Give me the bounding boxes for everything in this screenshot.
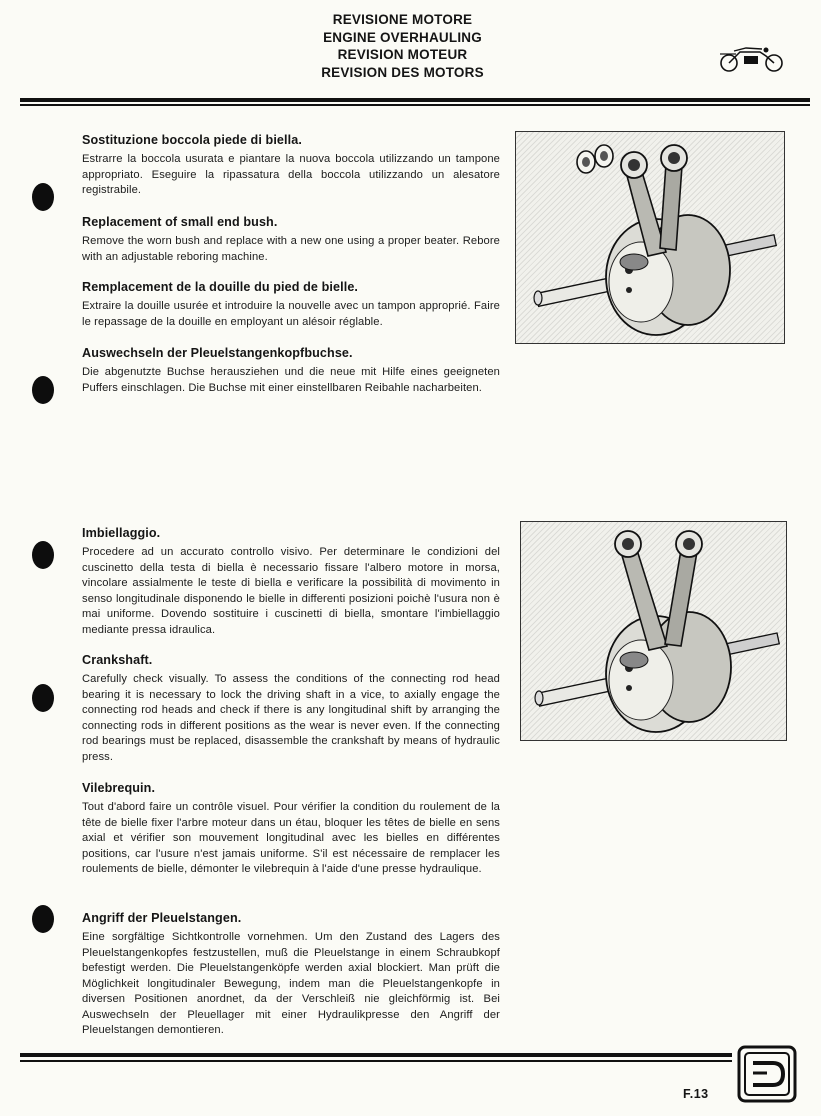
binder-hole xyxy=(32,376,54,404)
title-german: REVISION DES MOTORS xyxy=(321,64,484,80)
section-small-end-bush-en xyxy=(82,214,500,265)
binder-hole xyxy=(32,541,54,569)
section-body: Estrarre la boccola usurata e piantare la nuova boccola utilizzando un tampone appropriato. Eseguire la ripassatura della boccola utilizzando un alesatore registrabile. xyxy=(82,153,500,196)
section-crankshaft-de xyxy=(82,910,500,1039)
binder-hole xyxy=(32,905,54,933)
section-heading: Sostituzione boccola piede di biella. xyxy=(82,133,302,147)
section-heading: Crankshaft. xyxy=(82,653,153,667)
section-heading: Auswechseln der Pleuelstangenkopfbuchse. xyxy=(82,346,353,360)
motorcycle-icon xyxy=(716,44,788,74)
crankshaft-with-bushes-illustration xyxy=(515,131,785,344)
section-heading: Angriff der Pleuelstangen. xyxy=(82,911,242,925)
brand-logo-icon xyxy=(737,1045,797,1103)
footer-rule-thick xyxy=(20,1053,732,1057)
section-body: Carefully check visually. To assess the conditions of the connecting rod head bearing it is necessary to lock the driving shaft in a vice, to axially engage the connecting rod heads and check if there is any longitudinal shift by arranging the connecting rods in different positions as the wear is never even. If the connecting rod bearings must be replaced, disassemble the crankshaft by means of hydraulic press. xyxy=(82,673,500,763)
section-heading: Remplacement de la douille du pied de bielle. xyxy=(82,280,359,294)
section-body: Remove the worn bush and replace with a new one using a proper beater. Rebore with an adjustable reboring machine. xyxy=(82,235,500,263)
section-small-end-bush-fr xyxy=(82,279,500,330)
crankshaft-assembly-illustration xyxy=(520,521,787,741)
section-crankshaft-fr xyxy=(82,780,500,878)
header-rule-thin xyxy=(20,104,810,106)
title-italian: REVISIONE MOTORE xyxy=(332,12,473,27)
binder-hole xyxy=(32,183,54,211)
binder-hole xyxy=(32,684,54,712)
footer-rule-thin xyxy=(20,1060,732,1062)
section-heading: Vilebrequin. xyxy=(82,781,156,795)
section-body: Tout d'abord faire un contrôle visuel. Pour vérifier la condition du roulement de la tête de bielle fixer l'arbre moteur dans un étau, bloquer les têtes de bielle en sens axial et vérifier son mouvement longitudinal avec les bielles en différentes positions, car l'usure n'est jamais uniforme. S'il est nécessaire de remplacer les roulements de bielle, démonter le vilebrequin à l'aide d'une presse hydraulique. xyxy=(82,801,500,875)
section-body: Eine sorgfältige Sichtkontrolle vornehmen. Um den Zustand des Lagers des Pleuelstangenkopfes festzustellen, muß die Pleuelstange in einem Schraubkopf befestigt werden. Die Pleuelstangenköpfe werden axial blockiert. Man prüft die Möglichkeit longitudinaler Bewegung, indem man die Pleuelstangenkopfe in diversen Positionen anordnet, da der Verschleiß nie gleichförmig ist. Bei Auswechseln der Pleuellager mit einer Hydraulikpresse den Angriff der Pleuelstangen demontieren. xyxy=(82,931,500,1036)
page-number: F.13 xyxy=(683,1087,709,1101)
title-french: REVISION MOTEUR xyxy=(337,47,468,62)
section-small-end-bush-it xyxy=(82,132,500,199)
section-body: Procedere ad un accurato controllo visivo. Per determinare le condizioni del cuscinetto della testa di biella è necessario fissare l'albero motore in morsa, vincolare assialmente le teste di biella e verificare la possibilità di movimento in senso longitudinale disponendo le bielle in differenti posizioni poichè l'usura non è mai uniforme. Dovendo sostituire i cuscinetti di biella, smontare l'imbiellaggio mediante pressa idraulica. xyxy=(82,546,500,636)
section-small-end-bush-de xyxy=(82,345,500,396)
title-english: ENGINE OVERHAULING xyxy=(323,29,482,45)
page-header xyxy=(0,11,821,81)
section-crankshaft-it xyxy=(82,525,500,638)
section-crankshaft-en xyxy=(82,652,500,765)
section-body: Extraire la douille usurée et introduire la nouvelle avec un tampon approprié. Faire le repassage de la douille en employant un alésoir réglable. xyxy=(82,300,500,328)
section-heading: Replacement of small end bush. xyxy=(82,215,278,229)
section-body: Die abgenutzte Buchse herausziehen und die neue mit Hilfe eines geeigneten Puffers einschlagen. Die Buchse mit einer einstellbaren Reibahle nacharbeiten. xyxy=(82,366,500,394)
section-heading: Imbiellaggio. xyxy=(82,526,161,540)
header-rule-thick xyxy=(20,98,810,102)
